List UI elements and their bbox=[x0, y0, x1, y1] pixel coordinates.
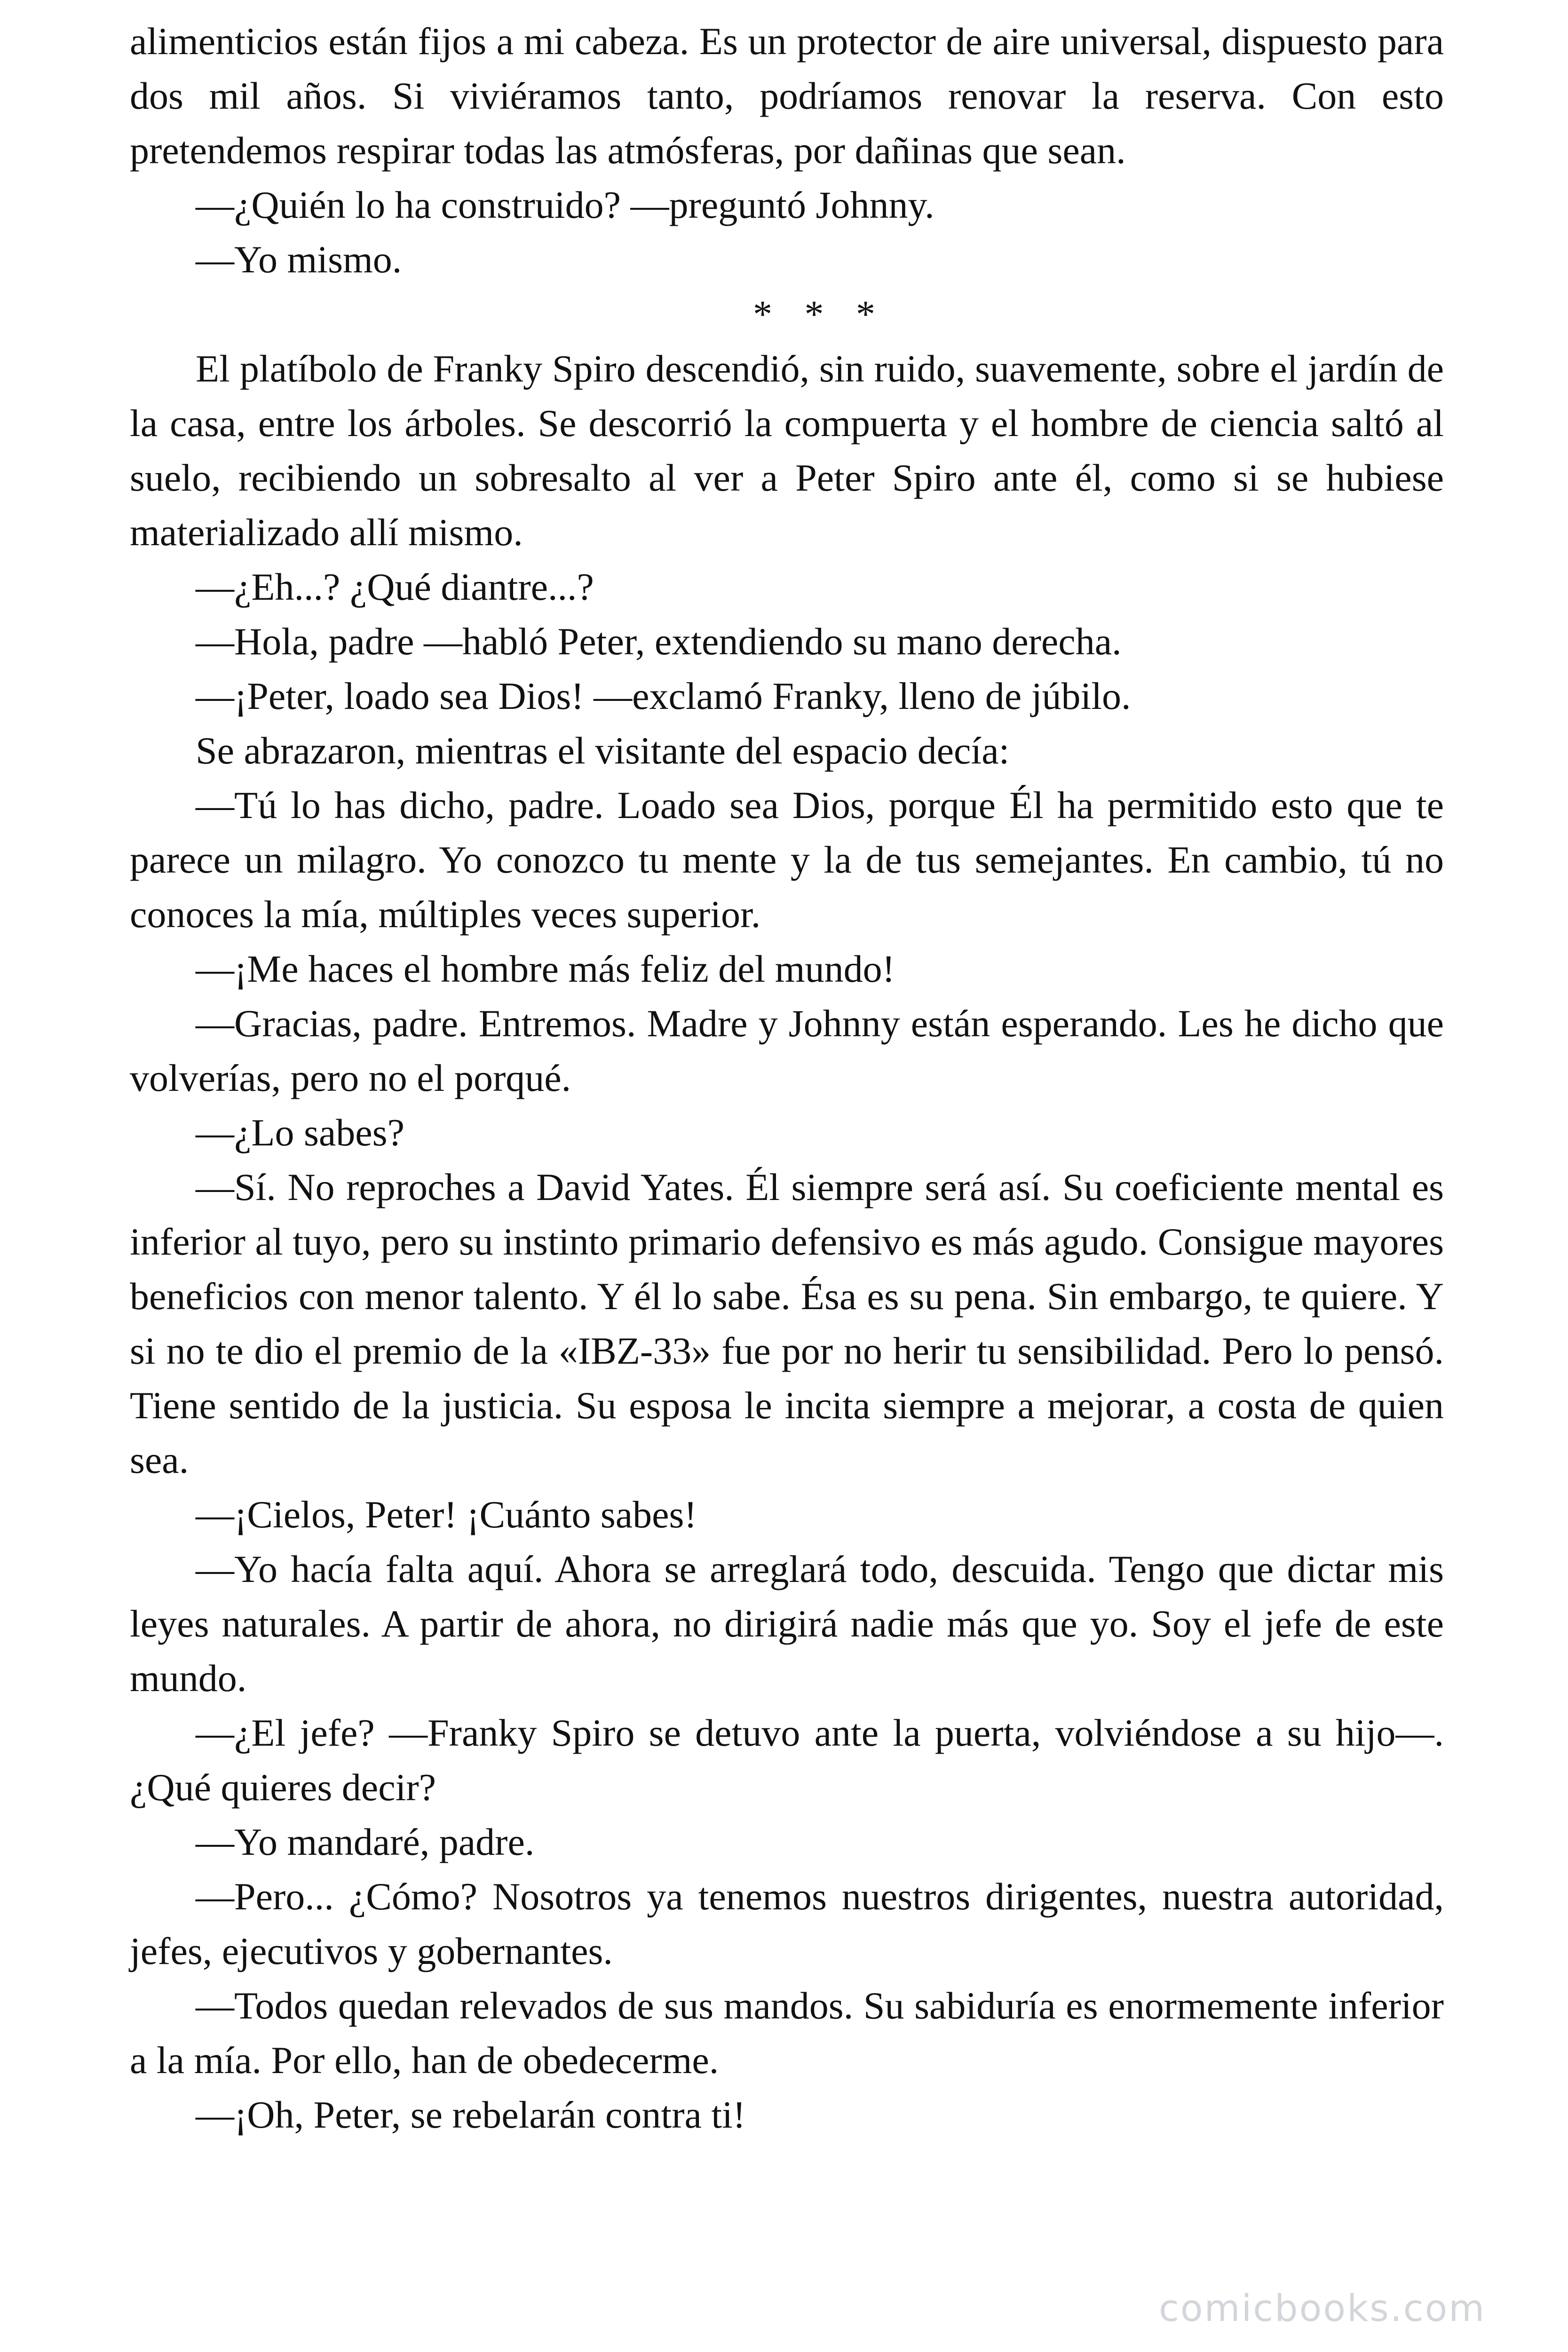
paragraph-continued: alimenticios están fijos a mi cabeza. Es un protector de aire universal, dispuesto para dos mil años. Si viviéramos tanto, podríamos renovar la reserva. Con esto pretendemos respirar todas las atmósferas, por dañinas que sean. bbox=[130, 20, 1444, 172]
dialogue-line: —Yo hacía falta aquí. Ahora se arreglará todo, descuida. Tengo que dictar mis leyes naturales. A partir de ahora, no dirigirá nadie más que yo. Soy el jefe de este mundo. bbox=[130, 1548, 1444, 1700]
dialogue-line: —Yo mandaré, padre. bbox=[196, 1820, 535, 1863]
book-page bbox=[130, 14, 1444, 2142]
dialogue-line: —Yo mismo. bbox=[196, 238, 402, 281]
dialogue-line: —Todos quedan relevados de sus mandos. Su sabiduría es enormemente inferior a la mía. Por ello, han de obedecerme. bbox=[130, 1984, 1444, 2082]
dialogue-line: —¡Peter, loado sea Dios! —exclamó Franky, lleno de júbilo. bbox=[196, 675, 1131, 717]
section-separator: * * * bbox=[753, 293, 887, 335]
site-watermark: comicbooks.com bbox=[1159, 2288, 1486, 2330]
dialogue-line: —¡Cielos, Peter! ¡Cuánto sabes! bbox=[196, 1493, 697, 1536]
dialogue-line: —¿Eh...? ¿Qué diantre...? bbox=[196, 565, 594, 608]
narrative-paragraph: El platíbolo de Franky Spiro descendió, sin ruido, suavemente, sobre el jardín de la casa, entre los árboles. Se descorrió la compuerta y el hombre de ciencia saltó al suelo, recibiendo un sobresalto al ver a Peter Spiro ante él, como si se hubiese materializado allí mismo. bbox=[130, 347, 1444, 554]
dialogue-line: —¡Oh, Peter, se rebelarán contra ti! bbox=[196, 2093, 746, 2136]
narrative-paragraph: Se abrazaron, mientras el visitante del espacio decía: bbox=[196, 729, 1010, 772]
dialogue-line: —Pero... ¿Cómo? Nosotros ya tenemos nuestros dirigentes, nuestra autoridad, jefes, ejecutivos y gobernantes. bbox=[130, 1875, 1444, 1972]
dialogue-line: —Hola, padre —habló Peter, extendiendo su mano derecha. bbox=[196, 620, 1122, 663]
dialogue-line: —Gracias, padre. Entremos. Madre y Johnny están esperando. Les he dicho que volverías, pero no el porqué. bbox=[130, 1002, 1444, 1099]
dialogue-line: —¡Me haces el hombre más feliz del mundo! bbox=[196, 947, 895, 990]
dialogue-line: —Tú lo has dicho, padre. Loado sea Dios, porque Él ha permitido esto que te parece un milagro. Yo conozco tu mente y la de tus semejantes. En cambio, tú no conoces la mía, múltiples veces superior. bbox=[130, 784, 1444, 936]
dialogue-line: —¿Quién lo ha construido? —preguntó Johnny. bbox=[196, 183, 934, 226]
dialogue-line: —¿Lo sabes? bbox=[196, 1111, 404, 1154]
dialogue-line: —¿El jefe? —Franky Spiro se detuvo ante la puerta, volviéndose a su hijo—. ¿Qué quieres decir? bbox=[130, 1711, 1444, 1809]
dialogue-line: —Sí. No reproches a David Yates. Él siempre será así. Su coeficiente mental es inferior al tuyo, pero su instinto primario defensivo es más agudo. Consigue mayores beneficios con menor talento. Y él lo sabe. Ésa es su pena. Sin embargo, te quiere. Y si no te dio el premio de la «IBZ-33» fue por no herir tu sensibilidad. Pero lo pensó. Tiene sentido de la justicia. Su esposa le incita siempre a mejorar, a costa de quien sea. bbox=[130, 1166, 1444, 1481]
